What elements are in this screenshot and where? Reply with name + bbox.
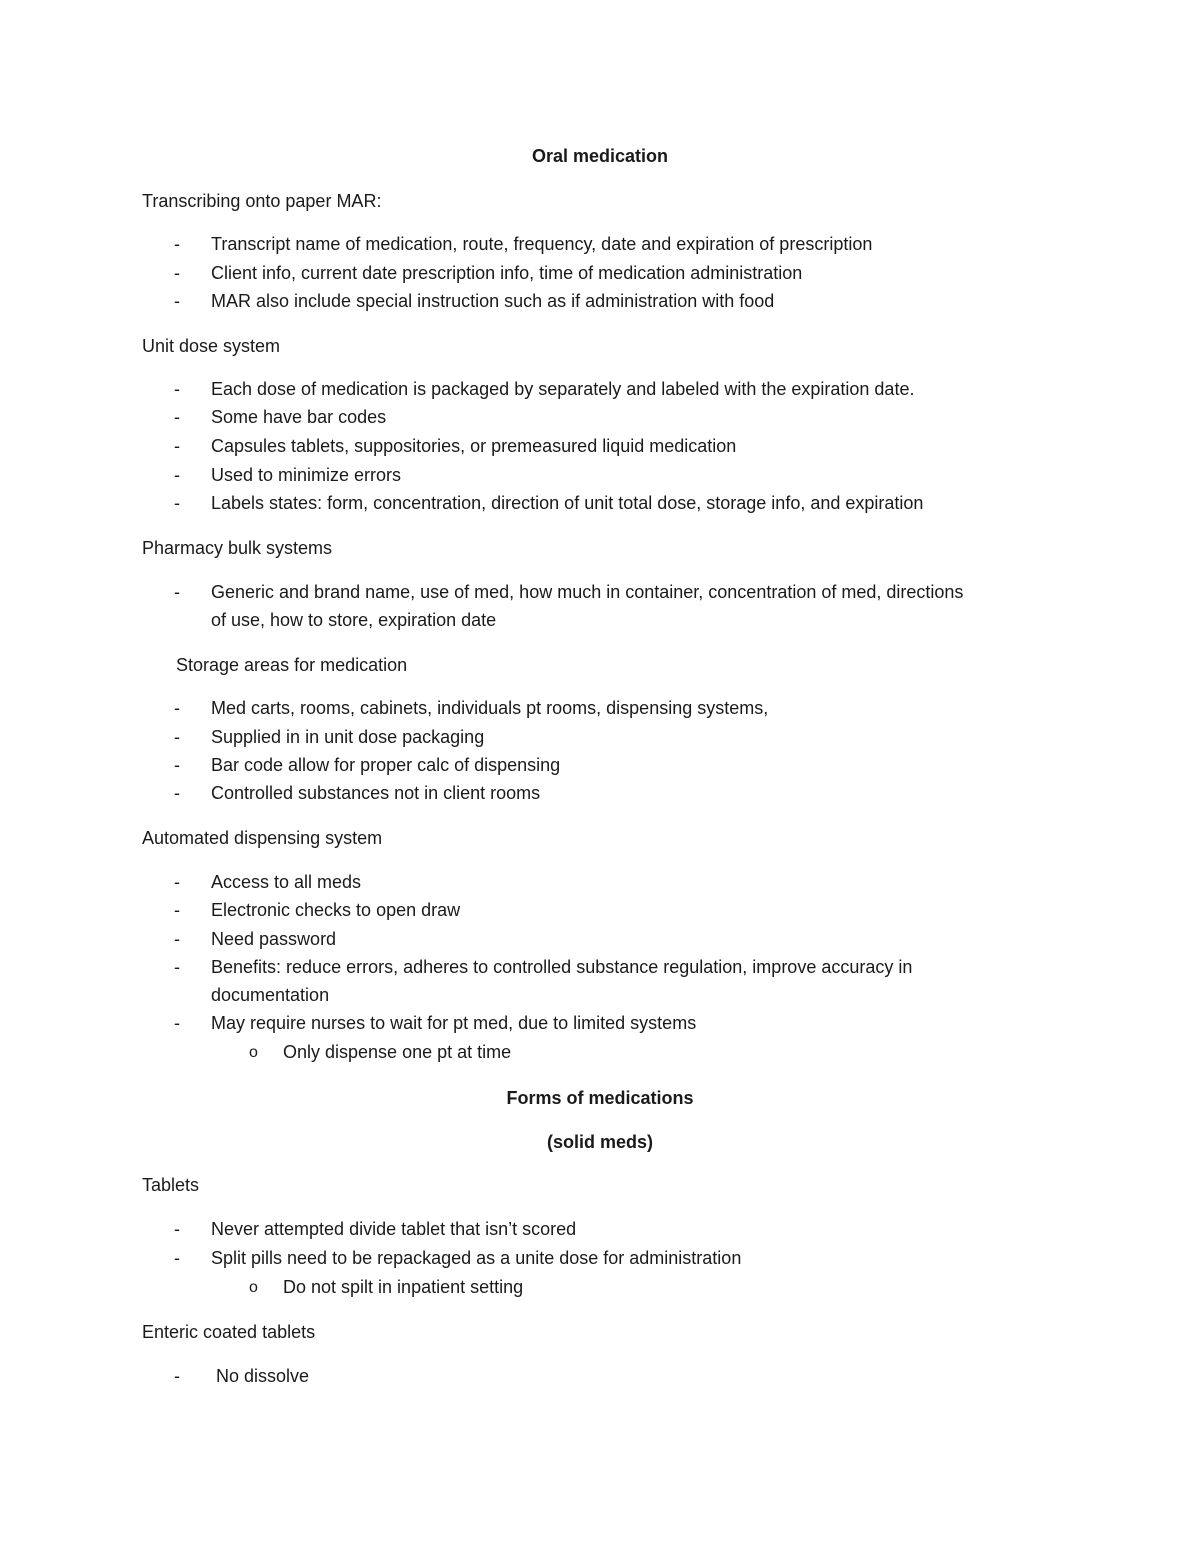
bullet-dash: - <box>174 465 180 485</box>
list-item: Used to minimize errors <box>211 465 402 485</box>
bullet-dash: - <box>174 263 180 283</box>
list-item: Med carts, rooms, cabinets, individuals pt rooms, dispensing systems, <box>211 698 769 718</box>
bullet-dash: - <box>174 1366 180 1386</box>
bullet-dash: - <box>174 698 180 718</box>
bullet-dash: - <box>174 1219 180 1239</box>
list-item: MAR also include special instruction such as if administration with food <box>211 291 775 311</box>
section-heading: Transcribing onto paper MAR: <box>142 191 382 211</box>
list-item: Transcript name of medication, route, frequency, date and expiration of prescription <box>211 234 873 254</box>
list-item: May require nurses to wait for pt med, due to limited systems <box>211 1013 697 1033</box>
list-item: Electronic checks to open draw <box>211 900 461 920</box>
bullet-dash: - <box>174 929 180 949</box>
section-heading: Enteric coated tablets <box>142 1322 316 1342</box>
section-heading: Unit dose system <box>142 336 281 356</box>
sub-list-item: Only dispense one pt at time <box>283 1042 512 1062</box>
bullet-dash: - <box>174 234 180 254</box>
bullet-dash: - <box>174 493 180 513</box>
page-title: Oral medication <box>531 146 669 166</box>
list-item: Supplied in in unit dose packaging <box>211 727 485 747</box>
list-item: Never attempted divide tablet that isn’t scored <box>211 1219 577 1239</box>
list-item: Labels states: form, concentration, direction of unit total dose, storage info, and expiration <box>211 493 924 513</box>
sub-bullet-circle: o <box>249 1044 258 1061</box>
bullet-dash: - <box>174 727 180 747</box>
list-item: Each dose of medication is packaged by separately and labeled with the expiration date. <box>211 379 915 399</box>
list-item: Client info, current date prescription info, time of medication administration <box>211 263 803 283</box>
list-item: Some have bar codes <box>211 407 387 427</box>
list-item: Capsules tablets, suppositories, or premeasured liquid medication <box>211 436 737 456</box>
bullet-dash: - <box>174 582 180 602</box>
section-subtitle: (solid meds) <box>546 1132 653 1152</box>
bullet-dash: - <box>174 407 180 427</box>
section-heading: Storage areas for medication <box>176 655 408 675</box>
list-item: Benefits: reduce errors, adheres to controlled substance regulation, improve accuracy in <box>211 957 913 977</box>
list-item-continuation: of use, how to store, expiration date <box>211 610 497 630</box>
bullet-dash: - <box>174 755 180 775</box>
bullet-dash: - <box>174 379 180 399</box>
list-item: Generic and brand name, use of med, how much in container, concentration of med, directions <box>211 582 964 602</box>
sub-bullet-circle: o <box>249 1279 258 1296</box>
section-title: Forms of medications <box>506 1088 694 1108</box>
list-item: Bar code allow for proper calc of dispensing <box>211 755 561 775</box>
list-item: No dissolve <box>211 1366 310 1386</box>
section-heading: Pharmacy bulk systems <box>142 538 333 558</box>
bullet-dash: - <box>174 783 180 803</box>
list-item: Controlled substances not in client rooms <box>211 783 541 803</box>
bullet-dash: - <box>174 957 180 977</box>
bullet-dash: - <box>174 872 180 892</box>
list-item: Need password <box>211 929 337 949</box>
list-item-continuation: documentation <box>211 985 330 1005</box>
bullet-dash: - <box>174 291 180 311</box>
bullet-dash: - <box>174 436 180 456</box>
list-item: Access to all meds <box>211 872 362 892</box>
sub-list-item: Do not spilt in inpatient setting <box>283 1277 524 1297</box>
section-heading: Tablets <box>142 1175 200 1195</box>
bullet-dash: - <box>174 900 180 920</box>
bullet-dash: - <box>174 1013 180 1033</box>
bullet-dash: - <box>174 1248 180 1268</box>
section-heading: Automated dispensing system <box>142 828 383 848</box>
list-item: Split pills need to be repackaged as a unite dose for administration <box>211 1248 742 1268</box>
